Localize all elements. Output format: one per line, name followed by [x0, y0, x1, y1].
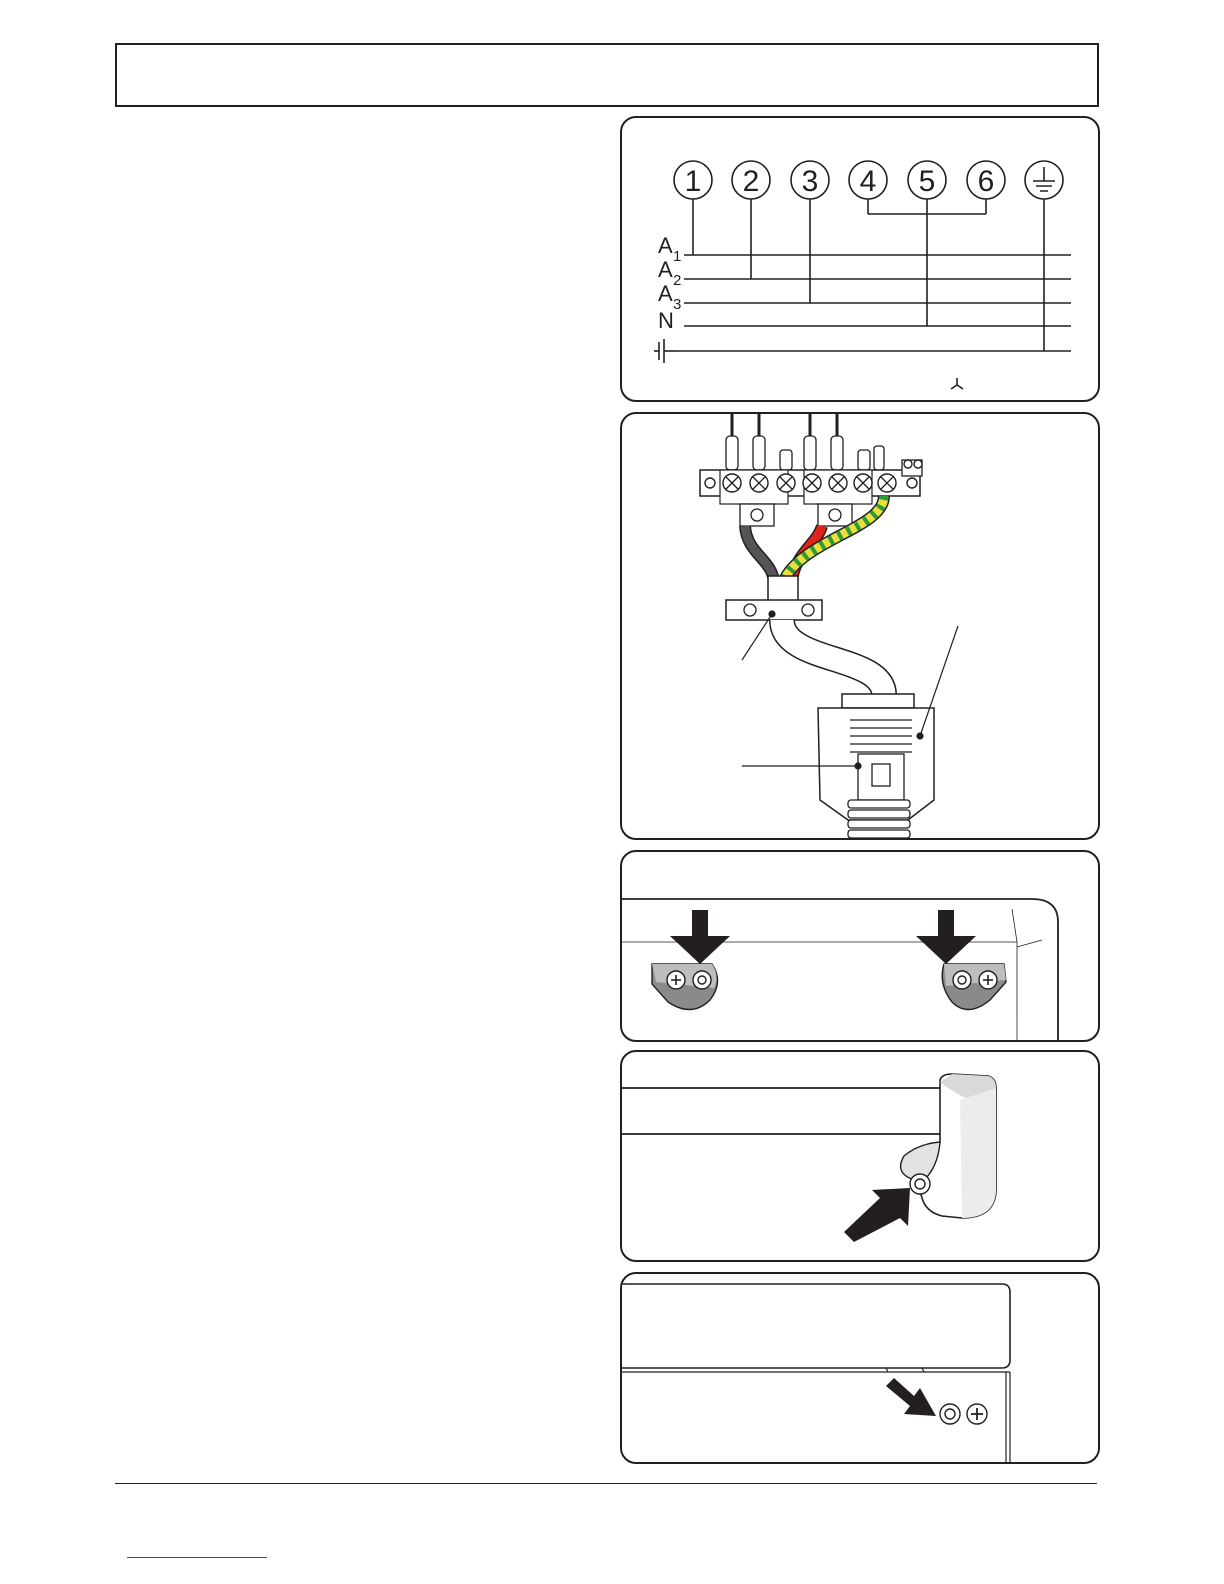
terminal-label-1: 1 — [684, 165, 702, 198]
terminal-label-4: 4 — [859, 165, 877, 198]
screw-panel — [620, 1272, 1100, 1464]
line-label-a2-sub: 2 — [673, 272, 682, 289]
screw-illustration — [622, 1274, 1098, 1462]
terminal-label-2: 2 — [742, 165, 760, 198]
handle-panel — [620, 1050, 1100, 1262]
line-label-a1: A — [658, 233, 673, 258]
bracket-illustration — [622, 852, 1098, 1040]
line-label-a2: A — [658, 257, 673, 282]
terminal-label-6: 6 — [977, 165, 995, 198]
diagonal-arrow-icon — [844, 1188, 910, 1242]
terminal-label-3: 3 — [801, 165, 819, 198]
handle-illustration — [622, 1052, 1098, 1260]
diagonal-arrow-icon — [886, 1378, 936, 1416]
footer-rule — [115, 1483, 1097, 1484]
footer-link-underline[interactable] — [127, 1557, 267, 1558]
wiring-schematic — [622, 118, 1098, 400]
terminal-label-5: 5 — [918, 165, 936, 198]
wiring-diagram-panel — [620, 116, 1100, 402]
line-label-n: N — [658, 308, 674, 333]
line-label-a1-sub: 1 — [673, 248, 682, 265]
terminal-block-panel — [620, 412, 1100, 840]
down-arrow-icon — [670, 910, 730, 964]
bracket-panel — [620, 850, 1100, 1042]
header-box — [115, 43, 1099, 107]
line-label-a3: A — [658, 281, 673, 306]
terminal-block-illustration — [622, 414, 1098, 838]
down-arrow-icon — [916, 910, 976, 964]
line-label-a3-sub: 3 — [673, 296, 682, 313]
